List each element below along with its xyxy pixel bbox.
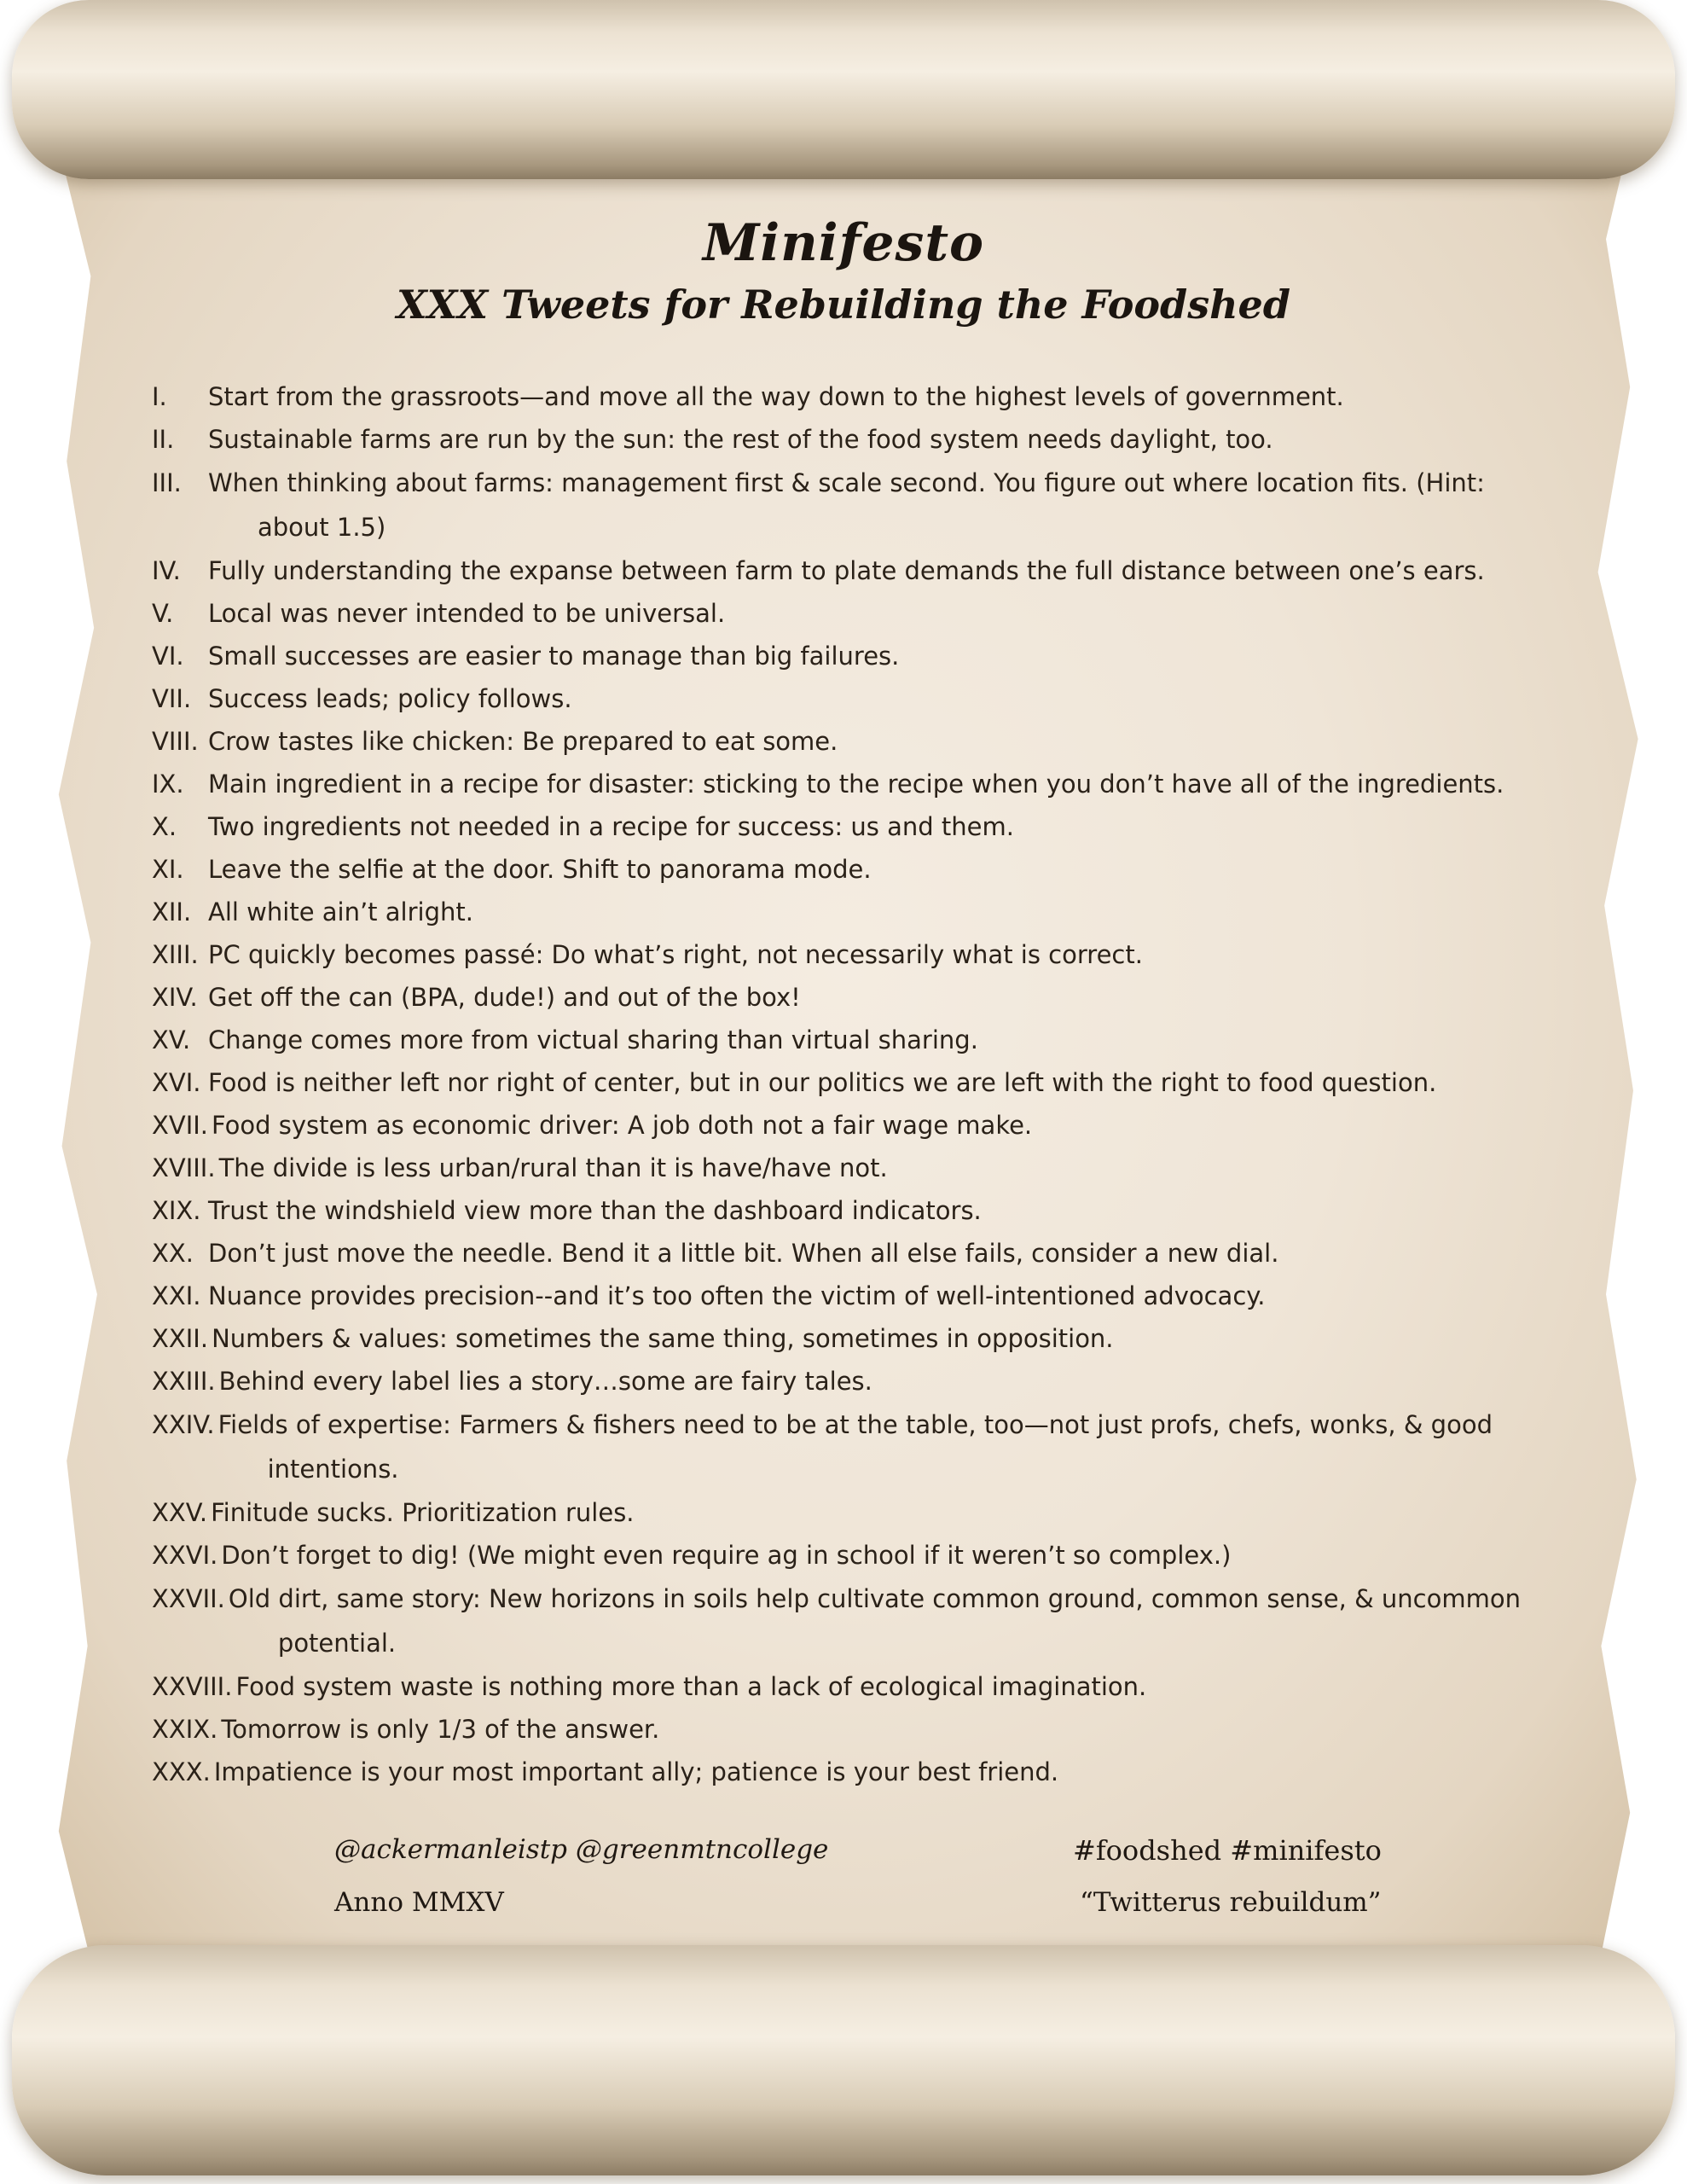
tweet-text <box>229 1577 1568 1665</box>
tweet-number: II. <box>152 425 175 454</box>
tweet-number: VII. <box>152 684 192 713</box>
tweet-text <box>208 1232 1568 1275</box>
tweet-number: XI. <box>152 855 184 884</box>
tweet-text <box>208 461 1568 549</box>
tweet-item <box>152 891 1568 933</box>
tweet-text <box>208 848 1568 891</box>
tweet-text <box>221 1708 1568 1751</box>
tweet-text-line: Food is neither left nor right of center, but in our politics we are left with the right to food question. <box>208 1068 1437 1097</box>
tweet-number: XXIV. <box>152 1410 215 1439</box>
tweet-text <box>208 677 1568 720</box>
tweet-text-line: Food system waste is nothing more than a lack of ecological imagination. <box>235 1672 1147 1701</box>
footer-anno: Anno MMXV <box>334 1887 504 1918</box>
tweet-text-line: Old dirt, same story: New horizons in soils help cultivate common ground, common sense, & uncommon <box>228 1584 1521 1613</box>
tweet-text <box>219 1360 1568 1403</box>
tweet-item <box>152 1019 1568 1061</box>
tweet-number: XXVI. <box>152 1541 218 1570</box>
tweet-text <box>212 1104 1568 1147</box>
tweet-item <box>152 1577 1568 1665</box>
footer-hashtags: #foodshed #minifesto <box>1073 1834 1382 1867</box>
tweet-list <box>152 375 1568 1793</box>
tweet-text <box>214 1751 1568 1793</box>
tweet-text-line: Sustainable farms are run by the sun: the rest of the food system needs daylight, too. <box>208 425 1273 454</box>
tweet-item <box>152 763 1568 805</box>
tweet-number: III. <box>152 468 182 497</box>
tweet-number: XVIII. <box>152 1153 216 1182</box>
tweet-text <box>208 1189 1568 1232</box>
tweet-item <box>152 1189 1568 1232</box>
tweet-text-line: Trust the windshield view more than the dashboard indicators. <box>208 1196 982 1225</box>
tweet-item <box>152 720 1568 763</box>
tweet-text-line: PC quickly becomes passé: Do what’s right, not necessarily what is correct. <box>208 940 1143 969</box>
tweet-text <box>208 375 1568 418</box>
tweet-item <box>152 677 1568 720</box>
tweet-text-continuation: potential. <box>277 1629 397 1658</box>
tweet-text <box>221 1534 1568 1577</box>
tweet-number: XXII. <box>152 1324 209 1353</box>
tweet-text-continuation: about 1.5) <box>258 513 386 542</box>
tweet-item <box>152 805 1568 848</box>
tweet-text-line: Main ingredient in a recipe for disaster: sticking to the recipe when you don’t have all of the ingredients. <box>208 770 1504 799</box>
tweet-text <box>208 720 1568 763</box>
tweet-text-line: Food system as economic driver: A job doth not a fair wage make. <box>212 1111 1033 1140</box>
tweet-text <box>208 805 1568 848</box>
tweet-text <box>208 549 1568 592</box>
tweet-number: X. <box>152 812 177 841</box>
tweet-item <box>152 1275 1568 1317</box>
tweet-item <box>152 976 1568 1019</box>
tweet-text <box>208 933 1568 976</box>
tweet-text-line: All white ain’t alright. <box>208 897 473 926</box>
tweet-text <box>218 1403 1568 1491</box>
tweet-item <box>152 1751 1568 1793</box>
tweet-item <box>152 1665 1568 1708</box>
tweet-text-line: Small successes are easier to manage than big failures. <box>208 642 900 671</box>
tweet-text-line: Start from the grassroots—and move all the way down to the highest levels of government. <box>208 382 1344 411</box>
tweet-text <box>208 1019 1568 1061</box>
tweet-number: XXX. <box>152 1757 211 1786</box>
tweet-number: XXIX. <box>152 1715 218 1744</box>
tweet-text <box>208 418 1568 461</box>
tweet-text-line: Numbers & values: sometimes the same thing, sometimes in opposition. <box>212 1324 1114 1353</box>
tweet-number: XV. <box>152 1025 191 1054</box>
tweet-text-line: Local was never intended to be universal. <box>208 599 726 628</box>
tweet-item <box>152 1534 1568 1577</box>
footer-quote: “Twitterus rebuildum” <box>1080 1887 1382 1918</box>
tweet-text <box>208 1061 1568 1104</box>
tweet-text <box>235 1665 1568 1708</box>
tweet-item <box>152 1061 1568 1104</box>
document-title: Minifesto <box>702 213 985 273</box>
tweet-number: XXVII. <box>152 1584 225 1613</box>
tweet-item <box>152 418 1568 461</box>
tweet-number: XIII. <box>152 940 199 969</box>
tweet-text-line: The divide is less urban/rural than it is have/have not. <box>218 1153 888 1182</box>
tweet-text-line: Leave the selfie at the door. Shift to panorama mode. <box>208 855 872 884</box>
tweet-number: IV. <box>152 556 181 585</box>
document-subtitle: XXX Tweets for Rebuilding the Foodshed <box>396 282 1290 328</box>
tweet-item <box>152 592 1568 635</box>
tweet-text-line: Behind every label lies a story…some are fairy tales. <box>218 1367 872 1396</box>
tweet-number: XIX. <box>152 1196 201 1225</box>
tweet-text <box>208 976 1568 1019</box>
tweet-text-line: Two ingredients not needed in a recipe for success: us and them. <box>208 812 1014 841</box>
tweet-text-line: Impatience is your most important ally; patience is your best friend. <box>213 1757 1059 1786</box>
tweet-text <box>208 891 1568 933</box>
tweet-item <box>152 1147 1568 1189</box>
footer-handles: @ackermanleistp @greenmtncollege <box>334 1834 829 1865</box>
tweet-item <box>152 1708 1568 1751</box>
tweet-text-line: Crow tastes like chicken: Be prepared to eat some. <box>208 727 838 756</box>
tweet-number: XXI. <box>152 1281 201 1310</box>
tweet-text <box>208 635 1568 677</box>
tweet-item <box>152 1232 1568 1275</box>
tweet-text <box>208 1275 1568 1317</box>
tweet-text-line: Don’t forget to dig! (We might even require ag in school if it weren’t so complex.) <box>221 1541 1232 1570</box>
tweet-text-line: Nuance provides precision--and it’s too often the victim of well-intentioned advocacy. <box>208 1281 1266 1310</box>
tweet-text-continuation: intentions. <box>267 1455 399 1484</box>
tweet-item <box>152 1104 1568 1147</box>
tweet-number: XX. <box>152 1239 194 1268</box>
tweet-number: XIV. <box>152 983 198 1012</box>
tweet-text-line: Success leads; policy follows. <box>208 684 572 713</box>
tweet-text <box>212 1317 1568 1360</box>
tweet-item <box>152 848 1568 891</box>
tweet-item <box>152 549 1568 592</box>
tweet-number: XXIII. <box>152 1367 216 1396</box>
tweet-number: V. <box>152 599 174 628</box>
tweet-item <box>152 1317 1568 1360</box>
tweet-number: XXV. <box>152 1498 208 1527</box>
tweet-text <box>208 592 1568 635</box>
tweet-number: XVI. <box>152 1068 201 1097</box>
tweet-item <box>152 1491 1568 1534</box>
tweet-number: XII. <box>152 897 192 926</box>
tweet-text <box>219 1147 1568 1189</box>
tweet-text-line: Don’t just move the needle. Bend it a little bit. When all else fails, consider a new dial. <box>208 1239 1279 1268</box>
tweet-text-line: Change comes more from victual sharing than virtual sharing. <box>208 1025 978 1054</box>
tweet-item <box>152 1403 1568 1491</box>
tweet-item <box>152 635 1568 677</box>
tweet-text <box>208 763 1568 805</box>
tweet-number: VIII. <box>152 727 199 756</box>
tweet-number: XVII. <box>152 1111 209 1140</box>
tweet-number: IX. <box>152 770 184 799</box>
tweet-item <box>152 1360 1568 1403</box>
tweet-text-line: Get off the can (BPA, dude!) and out of the box! <box>208 983 801 1012</box>
tweet-text-line: When thinking about farms: management first & scale second. You figure out where location fits. (Hint: <box>208 468 1485 497</box>
tweet-number: VI. <box>152 642 184 671</box>
tweet-item <box>152 933 1568 976</box>
tweet-text-line: Tomorrow is only 1/3 of the answer. <box>221 1715 660 1744</box>
tweet-number: XXVIII. <box>152 1672 233 1701</box>
tweet-number: I. <box>152 382 167 411</box>
tweet-text-line: Finitude sucks. Prioritization rules. <box>211 1498 635 1527</box>
tweet-item <box>152 375 1568 418</box>
tweet-text <box>211 1491 1568 1534</box>
tweet-item <box>152 461 1568 549</box>
tweet-text-line: Fields of expertise: Farmers & fishers need to be at the table, too—not just profs, chefs, wonks, & good <box>217 1410 1493 1439</box>
tweet-text-line: Fully understanding the expanse between farm to plate demands the full distance between one’s ears. <box>208 556 1485 585</box>
